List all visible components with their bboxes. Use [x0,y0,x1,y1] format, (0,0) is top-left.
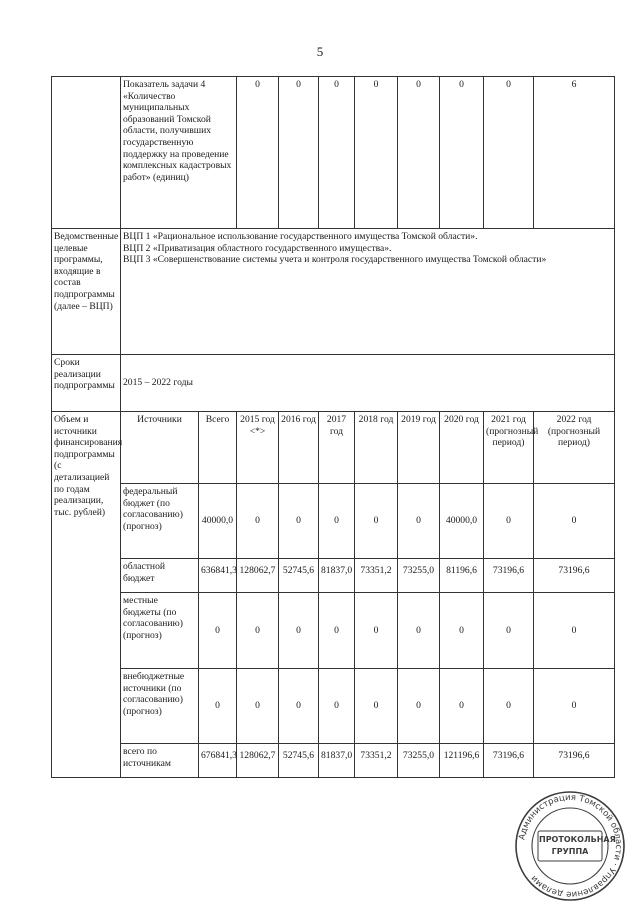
value-cell: 0 [398,593,440,669]
header-2018: 2018 год [355,412,398,484]
value-cell: 0 [279,669,319,744]
value-cell: 0 [319,593,355,669]
financing-row-extrabudgetary [52,669,615,744]
value-cell: 0 [484,669,534,744]
value-cell: 0 [398,484,440,559]
source-label: областной бюджет [121,559,199,593]
value-cell: 676841,3 [199,744,237,778]
value-cell: 0 [534,669,615,744]
period-row [52,355,615,412]
indicator-value: 0 [398,77,440,229]
financing-row-total [52,744,615,778]
value-cell: 81196,6 [440,559,484,593]
financing-row-local [52,593,615,669]
header-2016: 2016 год [279,412,319,484]
value-cell: 0 [355,669,398,744]
value-cell: 0 [237,484,279,559]
value-cell: 73196,6 [484,744,534,778]
value-cell: 0 [237,593,279,669]
official-seal-stamp [514,790,626,902]
indicator-value: 0 [279,77,319,229]
value-cell: 0 [319,669,355,744]
header-sources: Источники [121,412,199,484]
page-number: 5 [316,44,324,59]
indicator-row [52,77,615,229]
source-label: федеральный бюджет (по согласованию) (прогноз) [121,484,199,559]
value-cell: 128062,7 [237,744,279,778]
value-cell: 0 [319,484,355,559]
header-2019: 2019 год [398,412,440,484]
value-cell: 121196,6 [440,744,484,778]
vcp-item: ВЦП 1 «Рациональное использование государственного имущества Томской области». [123,231,478,242]
financing-label: Объем и источники финансирования подпрограммы (с детализацией по годам реализации, тыс. рублей) [52,412,121,778]
vcp-item: ВЦП 3 «Совершенствование системы учета и контроля государственного имущества Томской области» [123,254,547,266]
value-cell: 0 [355,593,398,669]
value-cell: 73196,6 [534,744,615,778]
value-cell: 73351,2 [355,559,398,593]
value-cell: 0 [440,669,484,744]
header-total: Всего [199,412,237,484]
value-cell: 52745,6 [279,559,319,593]
indicator-label: Показатель задачи 4 «Количество муниципальных образований Томской области, получивших государственную поддержку на проведение комплексных кадастровых работ» (единиц) [121,77,237,229]
seal-outer-text: Администрация Томской области · Управление делами [517,792,624,900]
value-cell: 0 [199,593,237,669]
program-passport-table [51,76,615,778]
value-cell: 128062,7 [237,559,279,593]
financing-header-row [52,412,615,484]
header-2017: 2017 год [319,412,355,484]
empty-cell [52,77,121,229]
period-value: 2015 – 2022 годы [121,355,615,412]
value-cell: 0 [398,669,440,744]
source-label: местные бюджеты (по согласованию) (прогноз) [121,593,199,669]
value-cell: 0 [199,669,237,744]
value-cell: 81837,0 [319,744,355,778]
value-cell: 0 [484,484,534,559]
value-cell: 0 [484,593,534,669]
value-cell: 40000,0 [199,484,237,559]
value-cell: 73196,6 [484,559,534,593]
value-cell: 636841,3 [199,559,237,593]
value-cell: 52745,6 [279,744,319,778]
indicator-value: 6 [534,77,615,229]
value-cell: 0 [279,593,319,669]
value-cell: 73351,2 [355,744,398,778]
header-2022: 2022 год (прогнозный период) [534,412,615,484]
financing-row-federal [52,484,615,559]
value-cell: 73255,0 [398,559,440,593]
indicator-value: 0 [319,77,355,229]
value-cell: 40000,0 [440,484,484,559]
vcp-row [52,229,615,355]
value-cell: 73196,6 [534,559,615,593]
value-cell: 0 [279,484,319,559]
vcp-label: Ведомственные целевые программы, входящие в состав подпрограммы (далее – ВЦП) [52,229,121,355]
period-label: Сроки реализации подпрограммы [52,355,121,412]
header-2020: 2020 год [440,412,484,484]
value-cell: 81837,0 [319,559,355,593]
vcp-content [121,229,615,355]
indicator-value: 0 [237,77,279,229]
seal-center-text: ПРОТОКОЛЬНАЯ ГРУППА [539,835,616,856]
indicator-value: 0 [484,77,534,229]
header-2015: 2015 год <*> [237,412,279,484]
value-cell: 0 [534,484,615,559]
indicator-value: 0 [355,77,398,229]
value-cell: 0 [237,669,279,744]
header-2021: 2021 год (прогнозный период) [484,412,534,484]
source-label: всего по источникам [121,744,199,778]
value-cell: 73255,0 [398,744,440,778]
value-cell: 0 [534,593,615,669]
value-cell: 0 [355,484,398,559]
indicator-value: 0 [440,77,484,229]
financing-row-regional [52,559,615,593]
vcp-item: ВЦП 2 «Приватизация областного государственного имущества». [123,242,392,254]
source-label: внебюджетные источники (по согласованию) (прогноз) [121,669,199,744]
value-cell: 0 [440,593,484,669]
